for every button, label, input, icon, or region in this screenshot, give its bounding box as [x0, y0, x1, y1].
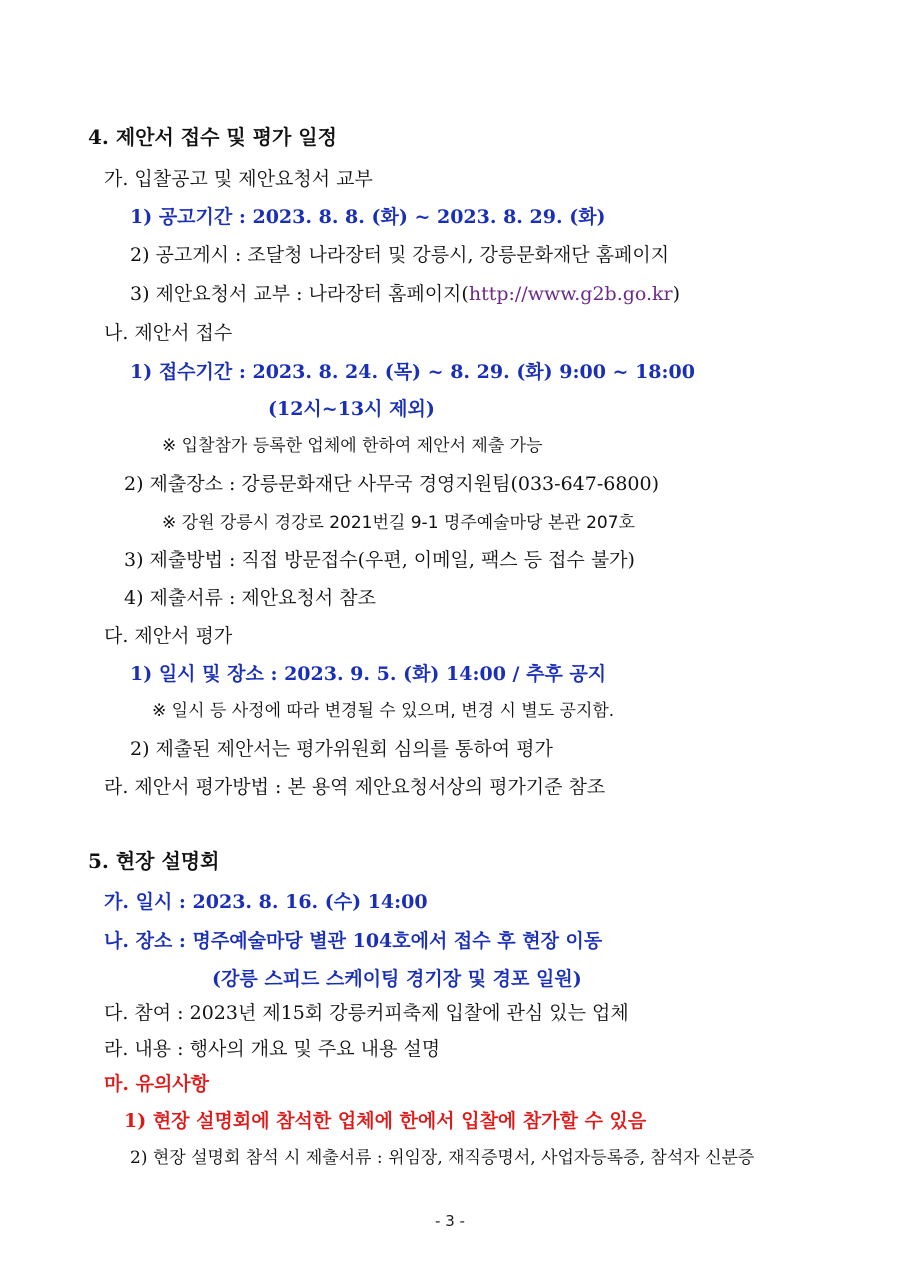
section5-item-ra: 라. 내용 : 행사의 개요 및 주요 내용 설명: [104, 1038, 441, 1060]
section4-da-1-note: ※ 일시 등 사정에 따라 변경될 수 있으며, 변경 시 별도 공지함.: [152, 701, 615, 721]
section4-na-3: 3) 제출방법 : 직접 방문접수(우편, 이메일, 팩스 등 접수 불가): [124, 549, 635, 571]
section5-title: 5. 현장 설명회: [88, 849, 220, 873]
section4-item-na: 나. 제안서 접수: [104, 322, 233, 344]
section4-na-2-note: ※ 강원 강릉시 경강로 2021번길 9-1 명주예술마당 본관 207호: [162, 513, 635, 533]
ga3-suffix: ): [672, 283, 681, 305]
section4-title: 4. 제안서 접수 및 평가 일정: [88, 125, 337, 149]
section5-item-da: 다. 참여 : 2023년 제15회 강릉커피축제 입찰에 관심 있는 업체: [104, 1002, 629, 1024]
section4-na-1: 1) 접수기간 : 2023. 8. 24. (목) ~ 8. 29. (화) 9:00 ~ 18:00: [130, 361, 695, 383]
section4-na-1-sub: (12시~13시 제외): [268, 398, 435, 420]
section4-ga-1: 1) 공고기간 : 2023. 8. 8. (화) ~ 2023. 8. 29. (화): [130, 206, 606, 228]
section4-ga-3: [130, 281, 680, 307]
g2b-link[interactable]: http://www.g2b.go.kr: [468, 283, 673, 305]
ga3-prefix: 3) 제안요청서 교부 : 나라장터 홈페이지(: [130, 283, 469, 305]
section5-item-na-sub: (강릉 스피드 스케이팅 경기장 및 경포 일원): [212, 968, 582, 990]
section4-na-4: 4) 제출서류 : 제안요청서 참조: [124, 587, 376, 609]
section5-item-na: 나. 장소 : 명주예술마당 별관 104호에서 접수 후 현장 이동: [104, 930, 603, 952]
page-number: - 3 -: [435, 1212, 465, 1230]
section5-ma-1: 1) 현장 설명회에 참석한 업체에 한에서 입찰에 참가할 수 있음: [124, 1110, 647, 1132]
section4-da-2: 2) 제출된 제안서는 평가위원회 심의를 통하여 평가: [130, 738, 553, 760]
section4-da-1: 1) 일시 및 장소 : 2023. 9. 5. (화) 14:00 / 추후 공지: [130, 663, 607, 685]
section5-item-ma: 마. 유의사항: [104, 1073, 209, 1095]
section5-item-ga: 가. 일시 : 2023. 8. 16. (수) 14:00: [104, 891, 428, 913]
section4-item-da: 다. 제안서 평가: [104, 625, 233, 647]
section4-na-2: 2) 제출장소 : 강릉문화재단 사무국 경영지원팀(033-647-6800): [124, 473, 660, 495]
section4-ga-2: 2) 공고게시 : 조달청 나라장터 및 강릉시, 강릉문화재단 홈페이지: [130, 244, 670, 266]
section4-item-ga: 가. 입찰공고 및 제안요청서 교부: [104, 168, 373, 190]
section4-item-ra: 라. 제안서 평가방법 : 본 용역 제안요청서상의 평가기준 참조: [104, 776, 606, 798]
section4-na-1-note: ※ 입찰참가 등록한 업체에 한하여 제안서 제출 가능: [162, 436, 543, 456]
section5-ma-2: 2) 현장 설명회 참석 시 제출서류 : 위임장, 재직증명서, 사업자등록증, 참석자 신분증: [130, 1148, 755, 1168]
